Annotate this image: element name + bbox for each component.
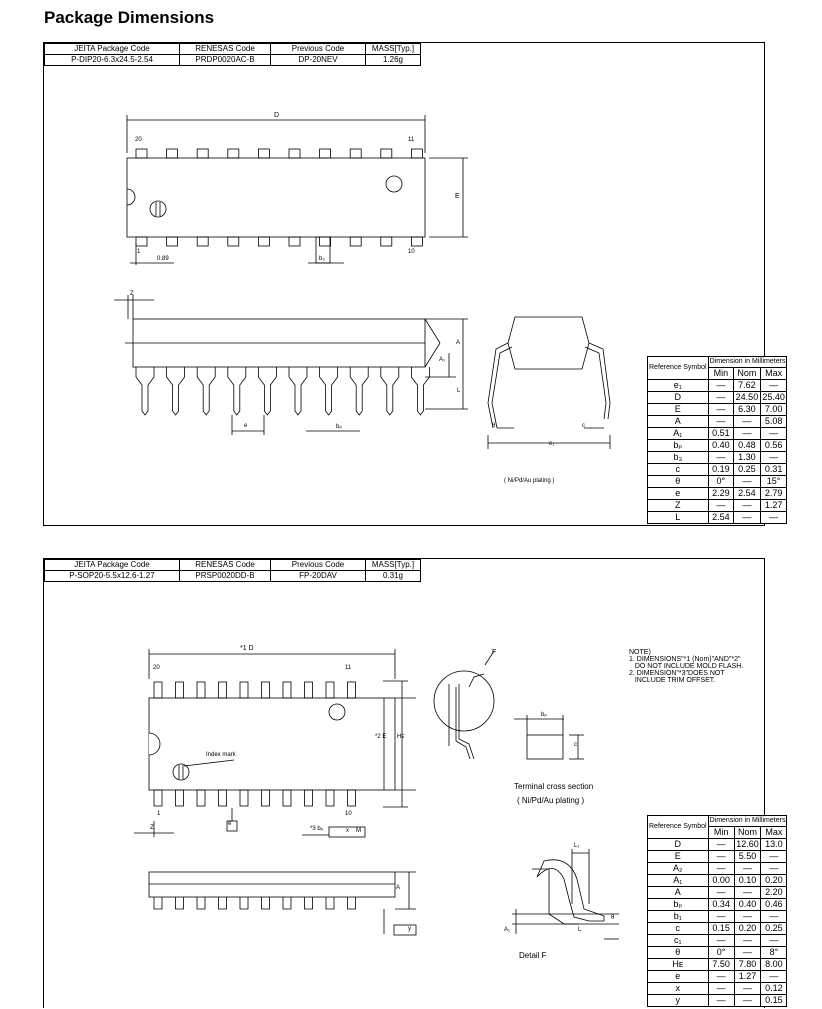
pin [167, 237, 178, 246]
terminal-section-label: Terminal cross section [514, 782, 594, 791]
pin [348, 682, 356, 698]
pin-lead [411, 367, 429, 415]
index-mark-label: Index mark [206, 752, 236, 758]
pin-lead [283, 897, 291, 909]
dimension-row [648, 392, 787, 404]
cell-nom: 1.27 [734, 971, 761, 983]
cell-min: — [708, 911, 734, 923]
dim-label-089: 0.89 [157, 256, 169, 262]
dimension-row [648, 947, 787, 959]
header-label: RENESAS Code [180, 560, 271, 571]
cell-max: 15° [760, 476, 787, 488]
ref-symbol-header: Reference Symbol [648, 816, 709, 839]
cell-max: — [760, 428, 787, 440]
pin-lead [167, 367, 185, 415]
dim-label-A: A [456, 340, 461, 346]
dimension-row [648, 887, 787, 899]
dim-label-E: E [455, 193, 460, 200]
pin [154, 790, 162, 806]
pin [348, 790, 356, 806]
cell-nom: 6.30 [734, 404, 761, 416]
cell-min: — [708, 863, 734, 875]
cell-sym: θ [648, 947, 709, 959]
dim-label-L: L [578, 927, 582, 933]
pin-label: 20 [135, 137, 142, 143]
pin [176, 682, 184, 698]
dimension-row [648, 923, 787, 935]
cell-sym: A₁ [648, 875, 709, 887]
pin [283, 682, 291, 698]
ref-symbol-header: Reference Symbol [648, 357, 709, 380]
dimension-row [648, 440, 787, 452]
dimension-row [648, 983, 787, 995]
cell-max: — [761, 851, 787, 863]
cell-min: — [708, 971, 734, 983]
cell-nom: 0.20 [734, 923, 761, 935]
pin [350, 237, 361, 246]
dimension-row [648, 476, 787, 488]
cell-sym: D [648, 839, 709, 851]
cell-sym: A₁ [648, 428, 709, 440]
pin [289, 237, 300, 246]
cell-max: 2.79 [760, 488, 787, 500]
plating-note: ( Ni/Pd/Au plating ) [504, 478, 555, 484]
pin [258, 149, 269, 158]
cell-min: 0° [708, 947, 734, 959]
dim-label-Z: Z [130, 291, 134, 297]
cell-min: 0.19 [708, 464, 734, 476]
page-title: Package Dimensions [44, 8, 215, 27]
pin-lead [289, 367, 307, 415]
pin-label: 20 [153, 665, 160, 671]
pin-lead [240, 897, 248, 909]
pin-lead [262, 897, 270, 909]
dim-label-bp: bₚ [541, 712, 547, 718]
cell-sym: A₂ [648, 863, 709, 875]
dimension-row [648, 959, 787, 971]
dimension-row [648, 428, 787, 440]
cell-nom: 2.54 [734, 488, 761, 500]
pin-label: 11 [408, 137, 415, 143]
tolerance-m: M [356, 828, 361, 834]
dim-label-c: c [574, 742, 577, 748]
cell-sym: Z [648, 500, 709, 512]
dim-label-e: e [228, 821, 232, 827]
cell-min: — [708, 392, 734, 404]
pin-lead [381, 367, 399, 415]
cell-sym: e [648, 488, 709, 500]
dimension-row [648, 851, 787, 863]
pin [197, 237, 208, 246]
header-label: JEITA Package Code [45, 44, 180, 55]
dimension-header: Dimension in Millimeters [708, 357, 787, 368]
cell-max: 0.25 [761, 923, 787, 935]
col-max: Max [760, 368, 787, 380]
dim-label-theta: θ [611, 915, 615, 921]
cell-nom: 0.48 [734, 440, 761, 452]
pin-lead [320, 367, 338, 415]
cell-sym: e [648, 971, 709, 983]
dim-label-Z: Z [150, 825, 154, 831]
cell-nom: — [734, 476, 761, 488]
cell-sym: D [648, 392, 709, 404]
cell-nom: — [734, 911, 761, 923]
pin1-marker [150, 201, 166, 217]
pin-lead [136, 367, 154, 415]
cell-max: 8° [761, 947, 787, 959]
dimension-row [648, 404, 787, 416]
dim-label-theta: θ [492, 423, 496, 429]
col-nom: Nom [734, 827, 761, 839]
pin [350, 149, 361, 158]
pin [154, 682, 162, 698]
dim-label-bp: bₚ [336, 424, 342, 430]
cell-min: — [708, 452, 734, 464]
cell-max: 1.27 [760, 500, 787, 512]
cell-sym: y [648, 995, 709, 1007]
cell-sym: L [648, 512, 709, 524]
pin [411, 237, 422, 246]
plating-note: ( Ni/Pd/Au plating ) [517, 796, 585, 805]
cell-nom: 7.62 [734, 380, 761, 392]
pin [197, 149, 208, 158]
cell-nom: — [734, 416, 761, 428]
cell-sym: Hᴇ [648, 959, 709, 971]
cell-min: 0.00 [708, 875, 734, 887]
dimension-row [648, 380, 787, 392]
cell-min: 2.54 [708, 512, 734, 524]
pin-lead [197, 367, 215, 415]
dim-label-b3: b₃ [319, 256, 325, 262]
cell-min: — [708, 983, 734, 995]
dimension-row [648, 971, 787, 983]
pin-lead [258, 367, 276, 415]
dimension-row [648, 488, 787, 500]
header-label: Previous Code [271, 44, 366, 55]
pin-lead [350, 367, 368, 415]
pin [228, 149, 239, 158]
dim-label-e1: e₁ [549, 441, 555, 447]
cell-min: 2.29 [708, 488, 734, 500]
dim-label-A1: A₁ [439, 357, 446, 363]
pin [320, 149, 331, 158]
sop-top-body [149, 698, 395, 790]
dip-side-pins [136, 367, 429, 415]
pin-label: 10 [345, 811, 352, 817]
package-panel-dip20 [43, 42, 786, 526]
pin [326, 790, 334, 806]
dip-top-pins [136, 149, 422, 246]
col-min: Min [708, 827, 734, 839]
pin [219, 790, 227, 806]
dimension-row [648, 512, 787, 524]
sop-side-pins [154, 897, 356, 909]
index-mark-circle [173, 764, 189, 780]
dimension-row [648, 911, 787, 923]
cell-sym: A [648, 887, 709, 899]
pin-lead [154, 897, 162, 909]
dimension-row [648, 452, 787, 464]
cell-min: 0° [708, 476, 734, 488]
col-max: Max [761, 827, 787, 839]
cell-max: — [760, 380, 787, 392]
cell-nom: 1.30 [734, 452, 761, 464]
col-nom: Nom [734, 368, 761, 380]
dimension-row [648, 875, 787, 887]
cell-sym: A [648, 416, 709, 428]
dip-top-body [127, 158, 425, 237]
cell-max: — [760, 452, 787, 464]
cell-sym: c [648, 923, 709, 935]
dim-label-E: *2 E [375, 734, 387, 740]
detail-f-circle [434, 671, 494, 731]
cell-min: 0.40 [708, 440, 734, 452]
tolerance-y: y [408, 926, 411, 932]
dimension-header: Dimension in Millimeters [708, 816, 787, 827]
cell-min: — [708, 839, 734, 851]
cell-max: 5.08 [760, 416, 787, 428]
pin [240, 682, 248, 698]
cell-nom: 0.25 [734, 464, 761, 476]
pin [136, 237, 147, 246]
cell-nom: 5.50 [734, 851, 761, 863]
pin-label: 11 [345, 665, 352, 671]
pin [262, 790, 270, 806]
cell-max: 0.56 [760, 440, 787, 452]
header-label: MASS[Typ.] [366, 44, 421, 55]
sop-notch [149, 733, 160, 755]
cell-nom: — [734, 995, 761, 1007]
pin [258, 237, 269, 246]
cell-nom: — [734, 863, 761, 875]
cell-min: — [708, 380, 734, 392]
cell-max: 0.15 [761, 995, 787, 1007]
cell-max: — [761, 863, 787, 875]
header-label: MASS[Typ.] [366, 560, 421, 571]
dip-end-body [508, 317, 589, 369]
cell-sym: E [648, 851, 709, 863]
dimension-row [648, 416, 787, 428]
pin [167, 149, 178, 158]
notes: NOTE) 1. DIMENSIONS"*1 (Nom)"AND"*2" DO NOT INCLUDE MOLD FLASH. 2. DIMENSION"*3"DOES NOT INCLUDE TRIM OFFSET. [629, 649, 744, 684]
pin [381, 149, 392, 158]
sop-top-pins [154, 682, 356, 806]
cell-nom: 0.40 [734, 899, 761, 911]
header-value: PRDP0020AC-B [180, 55, 271, 66]
cell-min: 0.15 [708, 923, 734, 935]
dimension-row [648, 839, 787, 851]
pin [197, 790, 205, 806]
cell-max: 0.31 [760, 464, 787, 476]
cell-sym: E [648, 404, 709, 416]
orientation-marker [386, 176, 402, 192]
header-label: RENESAS Code [180, 44, 271, 55]
cell-max: 7.00 [760, 404, 787, 416]
cell-min: — [708, 995, 734, 1007]
pin [176, 790, 184, 806]
cell-nom: 24.50 [734, 392, 761, 404]
cell-nom: — [734, 947, 761, 959]
cell-nom: — [734, 983, 761, 995]
cell-nom: — [734, 887, 761, 899]
pin [197, 682, 205, 698]
header-value: PRSP0020DD-B [180, 571, 271, 582]
dimension-row [648, 500, 787, 512]
orientation-marker [329, 704, 345, 720]
pin-lead [348, 897, 356, 909]
cell-min: — [708, 416, 734, 428]
header-label: Previous Code [271, 560, 366, 571]
pin-lead [219, 897, 227, 909]
cell-nom: — [734, 428, 761, 440]
detail-f-marker: F [492, 649, 497, 656]
cell-nom: 7.80 [734, 959, 761, 971]
pin [381, 237, 392, 246]
pin [320, 237, 331, 246]
pin [411, 149, 422, 158]
cell-max: 2.20 [761, 887, 787, 899]
cell-min: — [708, 404, 734, 416]
cell-min: — [708, 887, 734, 899]
cell-max: — [760, 512, 787, 524]
cell-min: 0.51 [708, 428, 734, 440]
cell-sym: e₁ [648, 380, 709, 392]
pin-lead [176, 897, 184, 909]
cell-max: — [761, 935, 787, 947]
pin-lead [305, 897, 313, 909]
dip-notch [127, 189, 135, 205]
cell-nom: — [734, 512, 761, 524]
pin [326, 682, 334, 698]
col-min: Min [708, 368, 734, 380]
dimension-rows [648, 839, 787, 1007]
cell-sym: x [648, 983, 709, 995]
cell-min: — [708, 935, 734, 947]
header-value: FP-20DAV [271, 571, 366, 582]
dimension-row [648, 995, 787, 1007]
dimension-row [648, 899, 787, 911]
pin [305, 682, 313, 698]
header-value: DP-20NEV [271, 55, 366, 66]
cell-sym: c₁ [648, 935, 709, 947]
cell-max: 0.12 [761, 983, 787, 995]
dim-label-D: D [274, 112, 280, 119]
dim-label-A1: A₁ [504, 927, 511, 933]
dimension-row [648, 863, 787, 875]
cell-max: 0.46 [761, 899, 787, 911]
dimension-table [647, 815, 787, 1007]
cell-nom: 0.10 [734, 875, 761, 887]
cell-sym: bₚ [648, 899, 709, 911]
dimension-rows [648, 380, 787, 524]
header-value: P-SOP20-5.5x12.6-1.27 [45, 571, 180, 582]
pin-lead [228, 367, 246, 415]
dim-label-L: L [457, 388, 461, 394]
pin [305, 790, 313, 806]
cell-min: — [708, 500, 734, 512]
pin [136, 149, 147, 158]
pin-lead [197, 897, 205, 909]
cell-sym: b₁ [648, 911, 709, 923]
dim-label-A: A [396, 885, 401, 891]
dim-label-D: *1 D [240, 645, 254, 652]
dimension-table [647, 356, 787, 524]
tolerance-x: x [346, 828, 349, 834]
cell-max: 8.00 [761, 959, 787, 971]
pin-label: 10 [408, 249, 415, 255]
pin [219, 682, 227, 698]
cell-min: — [708, 851, 734, 863]
sop-side-body [149, 872, 395, 897]
cell-max: — [761, 911, 787, 923]
cell-nom: 12.60 [734, 839, 761, 851]
dim-label-e: e [244, 423, 248, 429]
package-panel-sop20 [43, 558, 786, 1008]
pin [240, 790, 248, 806]
cell-nom: — [734, 935, 761, 947]
dim-label-L1: L₁ [574, 843, 580, 849]
terminal-section [527, 735, 563, 759]
cell-sym: c [648, 464, 709, 476]
cell-max: — [761, 971, 787, 983]
pin [228, 237, 239, 246]
cell-sym: θ [648, 476, 709, 488]
cell-nom: — [734, 500, 761, 512]
header-value: 1.26g [366, 55, 421, 66]
dimension-row [648, 464, 787, 476]
cell-sym: b₃ [648, 452, 709, 464]
pin-label: 1 [157, 811, 161, 817]
pin [289, 149, 300, 158]
pin-label: 1 [137, 249, 141, 255]
detail-f-label: Detail F [519, 951, 547, 960]
dim-label-HE: Hᴇ [397, 734, 405, 740]
pin [283, 790, 291, 806]
header-label: JEITA Package Code [45, 560, 180, 571]
pin-lead [326, 897, 334, 909]
cell-max: 0.20 [761, 875, 787, 887]
cell-max: 25.40 [760, 392, 787, 404]
header-value: 0.31g [366, 571, 421, 582]
header-value: P-DIP20-6.3x24.5-2.54 [45, 55, 180, 66]
cell-sym: bₚ [648, 440, 709, 452]
cell-max: 13.0 [761, 839, 787, 851]
dim-label-c: c [582, 423, 585, 429]
pin [262, 682, 270, 698]
cell-min: 0.34 [708, 899, 734, 911]
dim-label-bp3: *3 bₚ [310, 826, 324, 832]
dimension-row [648, 935, 787, 947]
cell-min: 7.50 [708, 959, 734, 971]
